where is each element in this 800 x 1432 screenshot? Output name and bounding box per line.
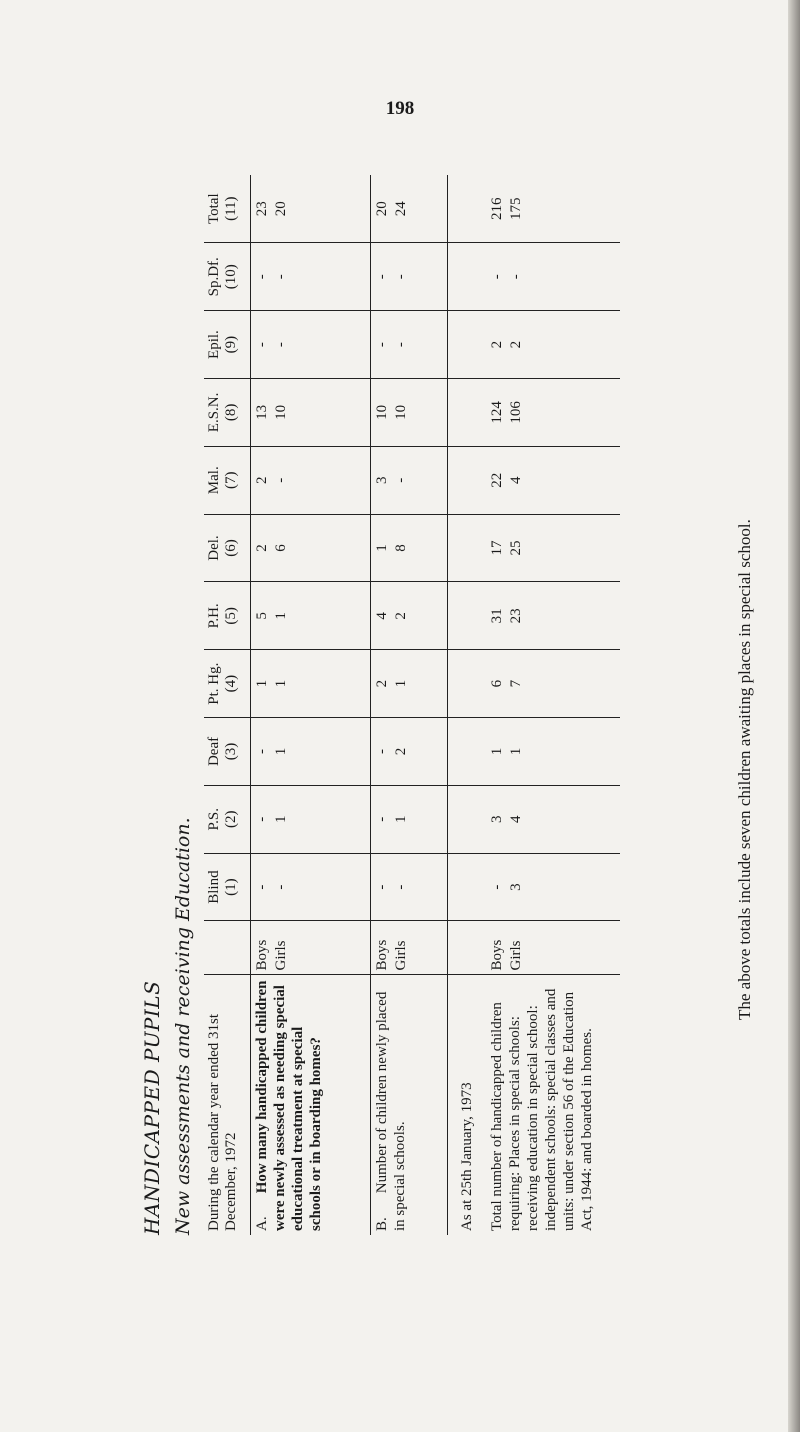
col-header-ps: P.S. (2) [204, 785, 251, 853]
row-a-gender-boys: Boys [254, 939, 270, 971]
row-b-cell-total: 20 24 [371, 175, 448, 243]
row-b-cell-pthg: 2 1 [371, 650, 448, 718]
page-edge-shadow [788, 0, 800, 1432]
gender-header [204, 921, 251, 975]
page-heading: HANDICAPPED PUPILS [140, 980, 164, 1235]
row-a-cell-epil: - - [251, 311, 371, 379]
row-b-description [371, 975, 448, 1235]
row-a-text: How many handicapped children were newly assessed as needing special educational treatment at special schools or in boarding homes? [254, 980, 324, 1231]
row-b-cell-esn: 10 10 [371, 379, 448, 447]
row-a-cell-blind: - - [251, 853, 371, 921]
col-header-ph: P.H. (5) [204, 582, 251, 650]
row-b-genders [371, 921, 448, 975]
row-total-cell-del: 17 25 [486, 514, 620, 582]
row-a-cell-del: 2 6 [251, 514, 371, 582]
row-a-cell-deaf: - 1 [251, 718, 371, 786]
col-header-del: Del. (6) [204, 514, 251, 582]
row-b-cell-blind: - - [371, 853, 448, 921]
row-b-gender-boys: Boys [374, 939, 390, 971]
row-a-cell-total: 23 20 [251, 175, 371, 243]
row-a-cell-esn: 13 10 [251, 379, 371, 447]
col-header-esn: E.S.N. (8) [204, 379, 251, 447]
row-total-cell-spdf: - - [486, 243, 620, 311]
table-row-b [371, 175, 448, 1235]
row-b-letter: B. [374, 1217, 390, 1231]
row-total-cell-epil: 2 2 [486, 311, 620, 379]
row-total-cell-deaf: 1 1 [486, 718, 620, 786]
col-header-epil: Epil. (9) [204, 311, 251, 379]
row-b-cell-del: 1 8 [371, 514, 448, 582]
row-b-cell-spdf: - - [371, 243, 448, 311]
row-b-cell-ph: 4 2 [371, 582, 448, 650]
row-total-gender-girls: Girls [508, 940, 524, 971]
row-total-cell-esn: 124 106 [486, 379, 620, 447]
row-b-cell-ps: - 1 [371, 785, 448, 853]
handicapped-pupils-table [204, 175, 620, 1235]
rotated-table-page [140, 155, 640, 1235]
row-a-cell-ph: 5 1 [251, 582, 371, 650]
row-b-gender-girls: Girls [393, 940, 409, 971]
page-number: 198 [385, 98, 415, 119]
row-a-cell-spdf: - - [251, 243, 371, 311]
row-a-gender-girls: Girls [273, 940, 289, 971]
row-a-cell-pthg: 1 1 [251, 650, 371, 718]
row-total-genders [486, 921, 620, 975]
row-total-gender-boys: Boys [489, 939, 505, 971]
col-header-deaf: Deaf (3) [204, 718, 251, 786]
row-b-cell-mal: 3 - [371, 446, 448, 514]
table-row-a [251, 175, 371, 1235]
row-b-text: Number of children newly placed in special schools. [374, 991, 408, 1231]
page-subheading: New assessments and receiving Education. [172, 817, 194, 1235]
row-total-cell-pthg: 6 7 [486, 650, 620, 718]
row-total-cell-blind: - 3 [486, 853, 620, 921]
row-a-letter: A. [254, 1216, 270, 1231]
row-a-cell-mal: 2 - [251, 446, 371, 514]
col-header-spdf: Sp.Df. (10) [204, 243, 251, 311]
col-header-pthg: Pt. Hg. (4) [204, 650, 251, 718]
row-a-description [251, 975, 371, 1235]
row-total-description: Total number of handicapped children requiring: Places in special schools: receiving education in special school: independent schools: special classes and units: under section 56 of the Education Act, 1944: and boarded in homes. [486, 975, 620, 1235]
col-header-mal: Mal. (7) [204, 446, 251, 514]
row-b-cell-epil: - - [371, 311, 448, 379]
row-total-cell-total: 216 175 [489, 197, 524, 220]
table-row-asat [448, 175, 487, 1235]
header-row [204, 175, 251, 1235]
row-a-genders [251, 921, 371, 975]
row-total-cell-mal: 22 4 [486, 446, 620, 514]
row-a-cell-ps: - 1 [251, 785, 371, 853]
footnote: The above totals include seven children awaiting places in special school. [735, 519, 754, 1020]
row-asat-text: As at 25th January, 1973 [448, 975, 487, 1235]
col-header-total: Total (11) [204, 175, 251, 243]
row-total-cell-ph: 31 23 [486, 582, 620, 650]
row-total-cell-ps: 3 4 [486, 785, 620, 853]
col-header-blind: Blind (1) [204, 853, 251, 921]
period-header: During the calendar year ended 31st December, 1972 [204, 975, 251, 1235]
table-row-total [486, 175, 620, 1235]
row-b-cell-deaf: - 2 [371, 718, 448, 786]
